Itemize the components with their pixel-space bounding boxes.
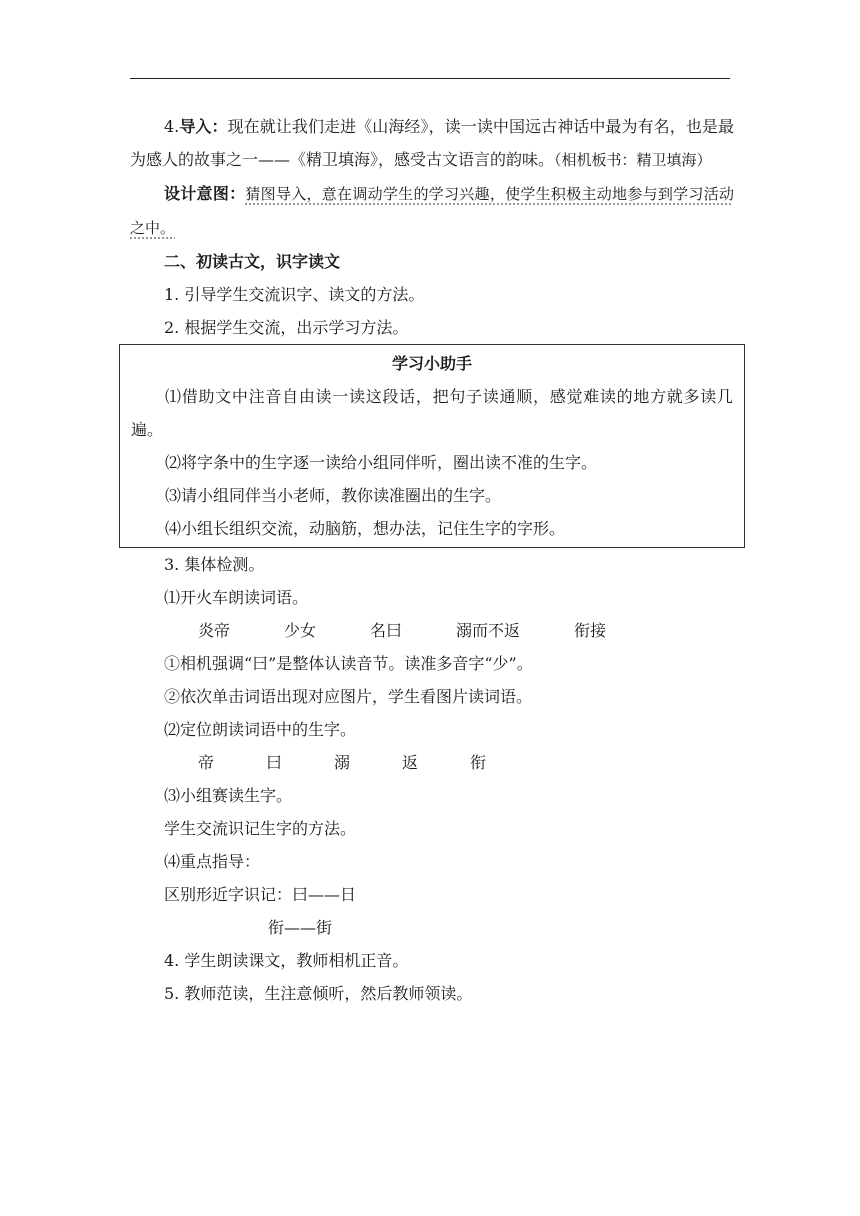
step-1: 1. 引导学生交流识字、读文的方法。	[164, 285, 425, 304]
sub-step-2: ⑵定位朗读词语中的生字。	[164, 720, 357, 739]
header-rule	[130, 78, 730, 79]
import-label: 导入：	[179, 117, 228, 136]
word-item: 炎帝	[198, 621, 231, 640]
step-3: 3. 集体检测。	[164, 555, 265, 574]
char-item: 返	[402, 753, 419, 772]
note-1: ①相机强调“曰”是整体认读音节。读准多音字“少”。	[164, 654, 533, 673]
helper-item: ⑶请小组同伴当小老师，教你读准圈出的生字。	[165, 486, 502, 505]
step-2: 2. 根据学生交流，出示学习方法。	[164, 318, 409, 337]
import-text: 现在就让我们走进《山海经》，读一读中国远古神话中最为有名，也是最为感人的故事之一——《精卫填海》，感受古文语言的韵味。	[130, 117, 734, 169]
similar-pair-1: 曰——日	[292, 885, 357, 904]
word-item: 名曰	[370, 621, 403, 640]
char-list	[130, 746, 734, 779]
board-note: （相机板书：精卫填海）	[554, 151, 712, 169]
helper-item: ⑴借助文中注音自由读一读这段话，把句子读通顺，感觉难读的地方就多读几遍。	[131, 387, 733, 439]
sub-step-1: ⑴开火车朗读词语。	[164, 588, 309, 607]
word-item: 衔接	[574, 621, 607, 640]
section-heading: 二、初读古文，识字读文	[164, 252, 341, 271]
char-item: 帝	[198, 753, 215, 772]
design-label: 设计意图：	[164, 184, 246, 203]
document-body	[130, 110, 734, 1010]
paragraph-design-intent	[130, 177, 734, 245]
study-helper-box	[119, 344, 745, 548]
helper-title: 学习小助手	[391, 354, 472, 373]
item-number: 4.	[164, 117, 180, 136]
note-2: ②依次单击词语出现对应图片，学生看图片读词语。	[164, 687, 533, 706]
helper-item: ⑷小组长组织交流，动脑筋，想办法，记住生字的字形。	[165, 519, 566, 538]
sub-step-3: ⑶小组赛读生字。	[164, 786, 293, 805]
paragraph-import	[130, 110, 734, 177]
char-item: 曰	[266, 753, 283, 772]
word-list	[130, 614, 734, 647]
char-item: 溺	[334, 753, 351, 772]
step-4: 4. 学生朗读课文，教师相机正音。	[164, 951, 409, 970]
helper-item: ⑵将字条中的生字逐一读给小组同伴听，圈出读不准的生字。	[165, 453, 598, 472]
step-5: 5. 教师范读，生注意倾听，然后教师领读。	[164, 984, 473, 1003]
word-item: 少女	[284, 621, 317, 640]
char-item: 衔	[470, 753, 487, 772]
similar-pair-2: 衔——街	[268, 918, 333, 937]
similar-label: 区别形近字识记：	[164, 885, 293, 904]
sub-step-3-text: 学生交流识记生字的方法。	[164, 819, 357, 838]
word-item: 溺而不返	[456, 621, 521, 640]
sub-step-4: ⑷重点指导：	[164, 852, 261, 871]
similar-chars-line	[130, 878, 734, 911]
design-text: 猜图导入，意在调动学生的学习兴趣，使学生积极主动地参与到学习活动之中。	[130, 185, 734, 237]
